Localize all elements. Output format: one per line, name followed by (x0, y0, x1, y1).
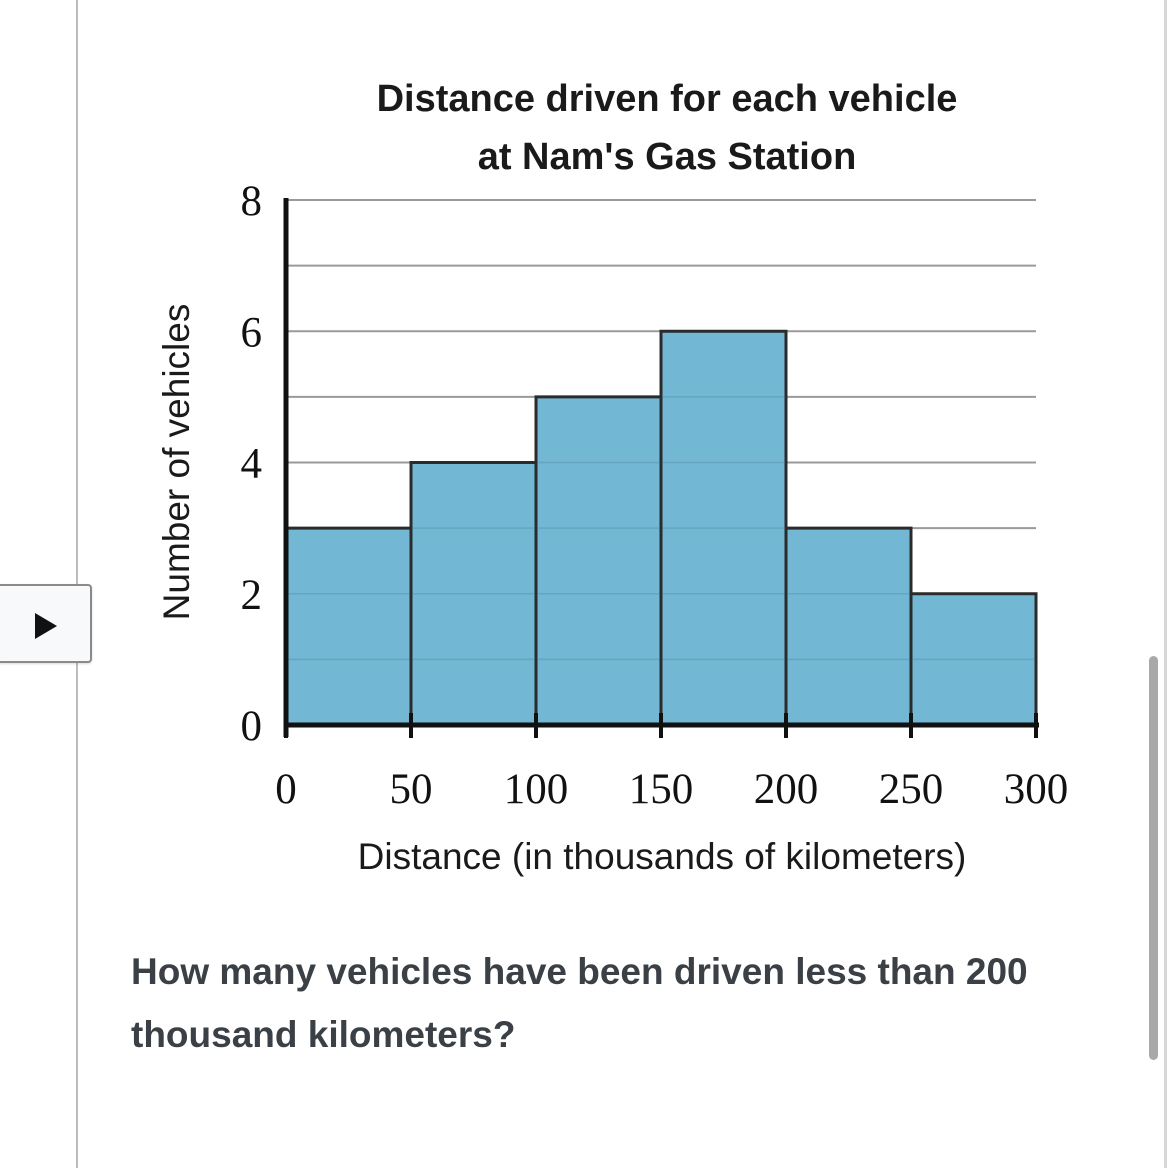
y-tick-labels (241, 178, 263, 750)
x-tick-label: 50 (389, 766, 433, 813)
y-tick-label: 4 (240, 440, 262, 488)
y-tick-label: 0 (240, 703, 262, 750)
y-tick-label: 8 (240, 178, 262, 225)
x-tick-label: 100 (503, 766, 569, 813)
chart-title-line-1: Distance driven for each vehicle (376, 78, 958, 120)
y-tick-label: 2 (240, 571, 262, 619)
x-tick-label: 200 (753, 766, 819, 813)
bar-200-250 (786, 528, 911, 725)
x-tick-label: 300 (1003, 766, 1069, 813)
bar-0-50 (286, 528, 411, 725)
chart-title-line-2: at Nam's Gas Station (477, 136, 857, 178)
question-text: How many vehicles have been driven less than 200 thousand kilometers? (131, 951, 1028, 1055)
bar-100-150 (536, 397, 661, 725)
x-tick-label: 0 (275, 766, 297, 813)
x-tick-label: 250 (878, 766, 944, 813)
x-tick-label: 150 (628, 766, 694, 813)
y-tick-label: 6 (240, 309, 262, 357)
x-axis-label: Distance (in thousands of kilometers) (357, 836, 967, 877)
x-tick-labels (275, 766, 1068, 813)
y-axis-label: Number of vehicles (156, 303, 197, 621)
